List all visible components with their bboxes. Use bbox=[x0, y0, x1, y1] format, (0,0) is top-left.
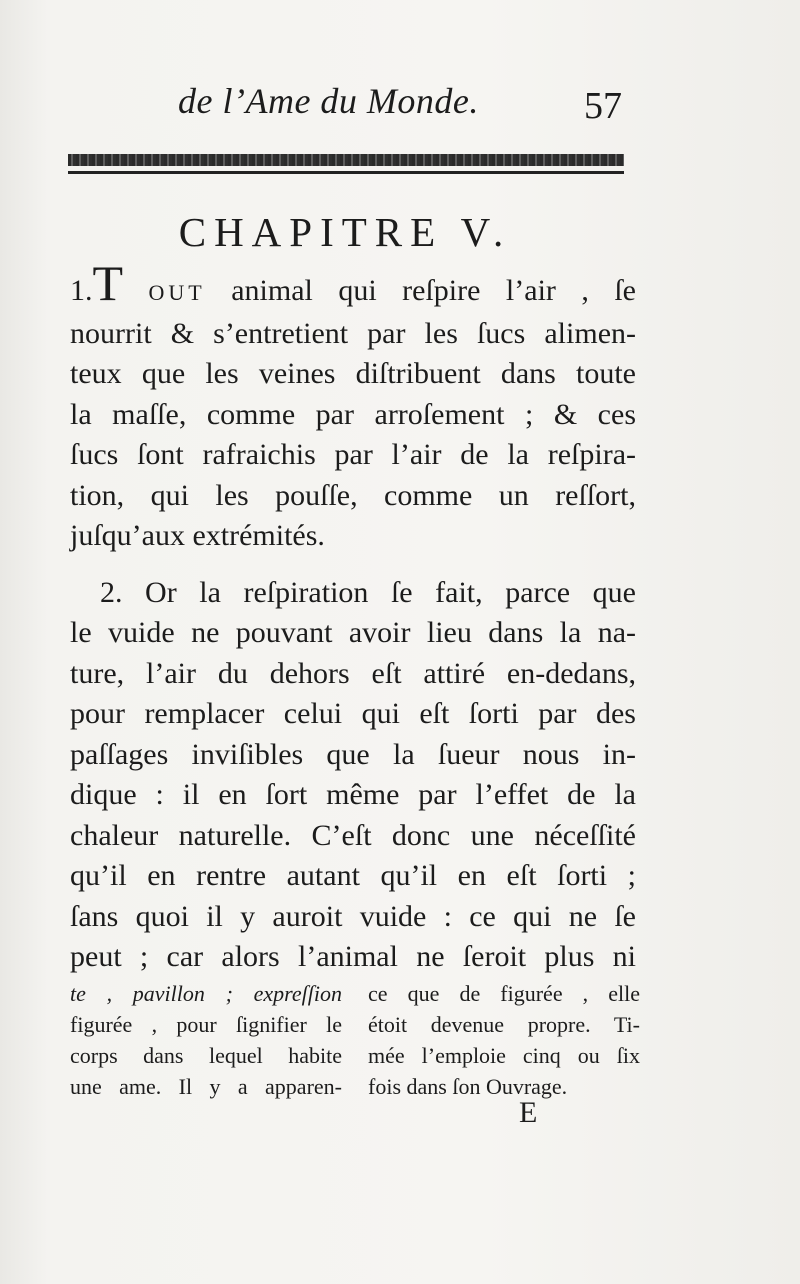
footnote-line: ce que de figurée , elle bbox=[368, 981, 640, 1006]
text-line: paſſages inviſibles que la ſueur nous in- bbox=[70, 737, 636, 771]
footnote-column-right bbox=[368, 978, 640, 1102]
text-line: dique : il en ſort même par l’effet de la bbox=[70, 778, 636, 811]
text-line: 2. Or la reſpiration ſe fait, parce que bbox=[100, 575, 636, 609]
footnote-line: te , pavillon ; expreſſion bbox=[70, 981, 342, 1006]
footnote-column-left bbox=[70, 978, 342, 1102]
signature-mark: E bbox=[519, 1096, 538, 1129]
running-head: de l’Ame du Monde. bbox=[178, 81, 479, 121]
text-line: juſqu’aux extrémités. bbox=[70, 519, 325, 552]
small-caps-word: OUT bbox=[148, 280, 206, 305]
footnote-line: corps dans lequel habite bbox=[70, 1043, 342, 1068]
text-line: tion, qui les pouſſe, comme un reſſort, bbox=[70, 478, 636, 512]
text-line: teux que les veines diſtribuent dans toute bbox=[70, 357, 636, 390]
text-line: nourrit & s’entretient par les ſucs alimen- bbox=[70, 316, 636, 350]
chapter-title: CHAPITRE V. bbox=[178, 209, 512, 255]
ornamental-rule bbox=[68, 154, 624, 166]
footnote-line: figurée , pour ſignifier le bbox=[70, 1012, 342, 1037]
divider-rule bbox=[68, 171, 624, 174]
text-line: la maſſe, comme par arroſement ; & ces bbox=[70, 397, 636, 431]
footnote-line: étoit devenue propre. Ti- bbox=[368, 1012, 640, 1037]
initial-letter: T bbox=[92, 255, 124, 311]
text-line: ſans quoi il y auroit vuide : ce qui ne ſe bbox=[70, 899, 636, 933]
text-line-content: animal qui reſpire l’air , ſe bbox=[231, 274, 637, 307]
main-text bbox=[70, 255, 637, 978]
text-line: chaleur naturelle. C’eſt donc une néceſſité bbox=[70, 818, 636, 852]
text-line: ſucs ſont rafraichis par l’air de la reſpira- bbox=[70, 438, 636, 471]
paragraph-number: 1. bbox=[70, 274, 93, 307]
footnote-line: une ame. Il y a apparen- bbox=[70, 1074, 342, 1099]
text-line bbox=[70, 255, 637, 314]
footnote-line: fois dans ſon Ouvrage. bbox=[368, 1074, 568, 1099]
footnote-line: mée l’emploie cinq ou ſix bbox=[368, 1043, 640, 1068]
page-header bbox=[0, 72, 800, 132]
text-line: qu’il en rentre autant qu’il en eſt ſorti ; bbox=[70, 859, 636, 892]
text-line: ture, l’air du dehors eſt attiré en-dedans, bbox=[70, 656, 636, 690]
page-number: 57 bbox=[584, 85, 622, 127]
text-line: pour remplacer celui qui eſt ſorti par des bbox=[70, 697, 636, 730]
paragraph-gap bbox=[70, 557, 636, 573]
text-line: peut ; car alors l’animal ne ſeroit plus ni bbox=[70, 940, 636, 973]
text-line: le vuide ne pouvant avoir lieu dans la na- bbox=[70, 616, 636, 649]
